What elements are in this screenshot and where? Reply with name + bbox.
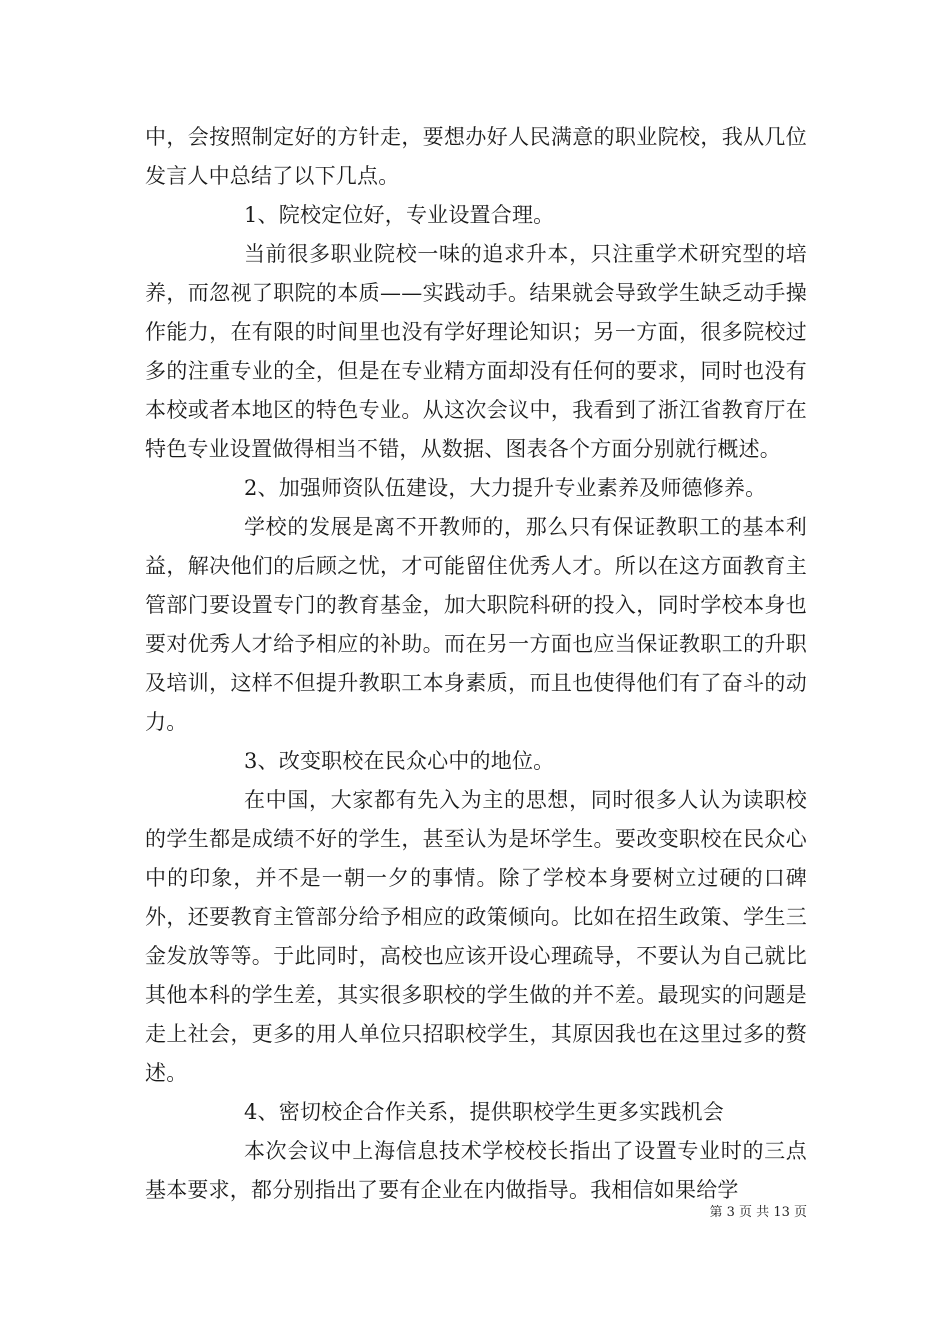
paragraph-1: 当前很多职业院校一味的追求升本，只注重学术研究型的培养，而忽视了职院的本质——实践动手。结果就会导致学生缺乏动手操作能力，在有限的时间里也没有学好理论知识；另一方面，很多院校过多的注重专业的全，但是在专业精方面却没有任何的要求，同时也没有本校或者本地区的特色专业。从这次会议中，我看到了浙江省教育厅在特色专业设置做得相当不错，从数据、图表各个方面分别就行概述。 bbox=[145, 242, 807, 461]
paragraph-3: 在中国，大家都有先入为主的思想，同时很多人认为读职校的学生都是成绩不好的学生，甚至认为是坏学生。要改变职校在民众心中的印象，并不是一朝一夕的事情。除了学校本身要树立过硬的口碑外，还要教育主管部分给予相应的政策倾向。比如在招生政策、学生三金发放等等。于此同时，高校也应该开设心理疏导，不要认为自己就比其他本科的学生差，其实很多职校的学生做的并不差。最现实的问题是走上社会，更多的用人单位只招职校学生，其原因我也在这里过多的赘述。 bbox=[145, 788, 807, 1085]
section-heading-3: 3、改变职校在民众心中的地位。 bbox=[244, 749, 555, 773]
paragraph-2: 学校的发展是离不开教师的，那么只有保证教职工的基本利益，解决他们的后顾之忧，才可能留住优秀人才。所以在这方面教育主管部门要设置专门的教育基金，加大职院科研的投入，同时学校本身也要对优秀人才给予相应的补助。而在另一方面也应当保证教职工的升职及培训，这样不但提升教职工本身素质，而且也使得他们有了奋斗的动力。 bbox=[145, 515, 807, 734]
paragraph-continuation: 中，会按照制定好的方针走，要想办好人民满意的职业院校，我从几位发言人中总结了以下几点。 bbox=[145, 125, 807, 188]
section-heading-1: 1、院校定位好，专业设置合理。 bbox=[244, 203, 555, 227]
paragraph-4: 本次会议中上海信息技术学校校长指出了设置专业时的三点基本要求，都分别指出了要有企业在内做指导。我相信如果给学 bbox=[145, 1139, 807, 1202]
page-number-footer: 第 3 页 共 13 页 bbox=[709, 1205, 807, 1220]
section-heading-4: 4、密切校企合作关系，提供职校学生更多实践机会 bbox=[244, 1100, 724, 1124]
section-heading-2: 2、加强师资队伍建设，大力提升专业素养及师德修养。 bbox=[244, 476, 767, 500]
document-body bbox=[145, 118, 807, 1210]
